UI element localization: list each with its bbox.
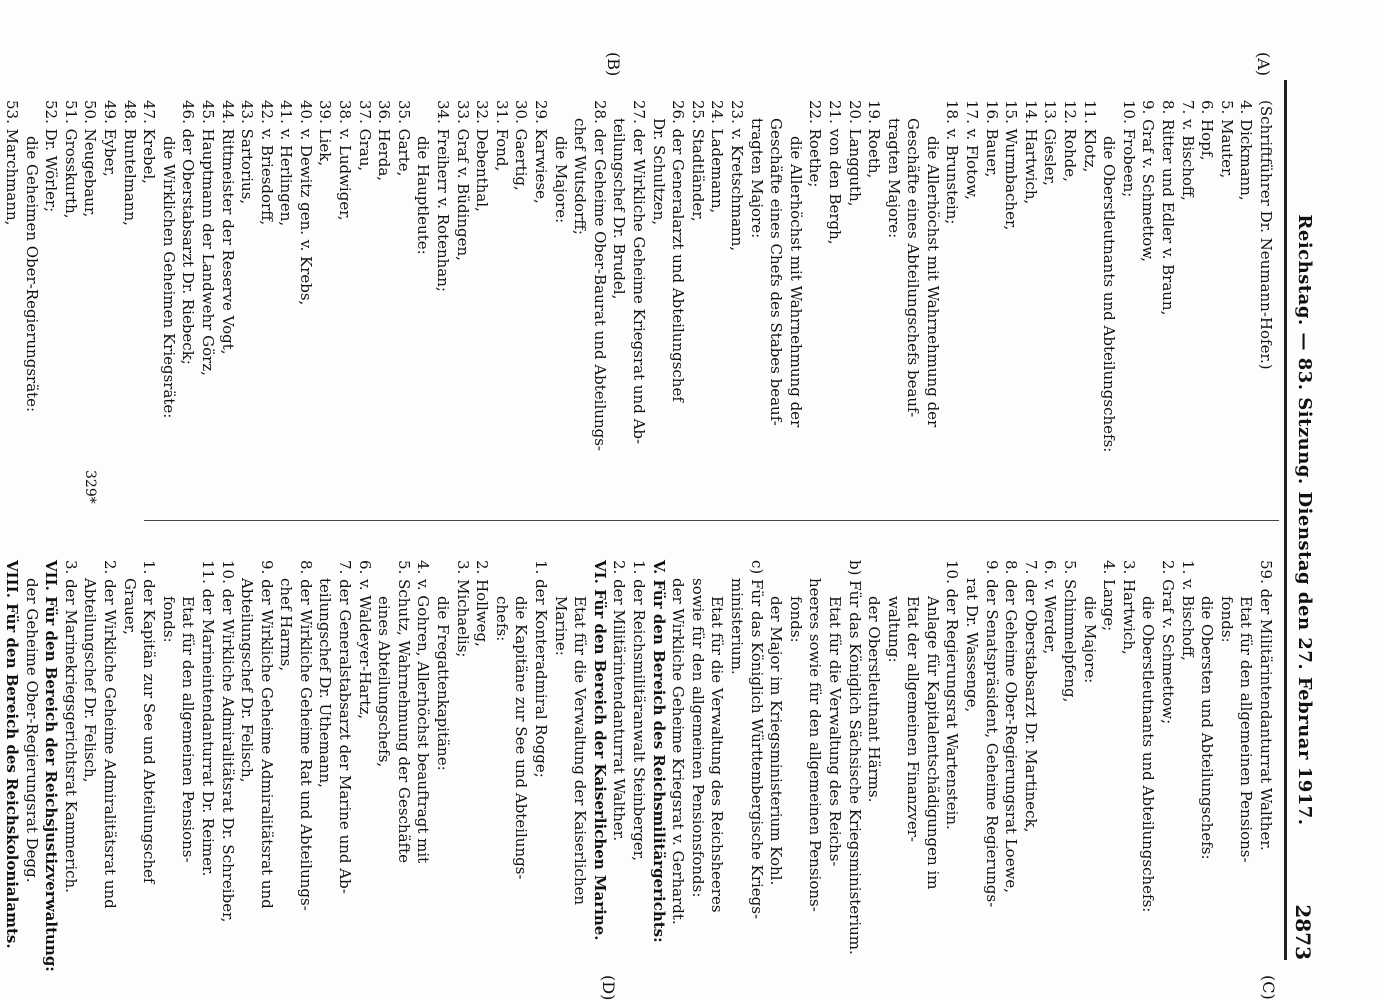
text-line: 39. Liek, — [316, 100, 335, 167]
text-line: 30. Gaertig, — [512, 100, 531, 191]
text-line: 9. der Senatspräsident, Geheime Regierungs- — [982, 560, 1001, 908]
text-line: Etat für den allgemeinen Pensions- — [1237, 596, 1256, 863]
text-line: 7. der Oberstabsarzt Dr. Martineck, — [1021, 560, 1040, 833]
text-line: 11. Klotz, — [1080, 100, 1099, 173]
text-line: teilungschef Dr. Brudel, — [610, 118, 629, 300]
text-line: 49. Eyber, — [100, 100, 119, 177]
text-line: eines Abteilungschefs, — [375, 596, 394, 768]
text-line: die Geheimen Ober-Regierungsräte: — [22, 136, 41, 413]
text-line: der Major im Kriegsministerium Kohl. — [767, 596, 786, 886]
text-line: 3. der Marinekriegsgerichtsrat Kammerich. — [61, 560, 80, 893]
text-line: die Allerhöchst mit Wahrnehmung der — [786, 136, 805, 428]
text-line: 46. der Oberstabsarzt Dr. Riebeck; — [179, 100, 198, 365]
column-divider — [144, 520, 1279, 521]
text-line: waltung: — [884, 596, 903, 663]
text-line: 34. Freiherr v. Rotenhan; — [434, 100, 453, 292]
text-line: fonds: — [786, 596, 805, 643]
text-line: der Oberstleutnant Härms. — [865, 596, 884, 803]
text-line: 29. Karwiese, — [532, 100, 551, 204]
text-line: 44. Rittmeister der Reserve Vogt, — [218, 100, 237, 355]
text-line: 10. der Regierungsrat Wartenstein. — [943, 560, 962, 830]
text-line: 21. von den Bergh, — [825, 100, 844, 245]
text-line: 8. Ritter und Edler v. Braun, — [1159, 100, 1178, 316]
margin-marker-b: (B) — [604, 52, 623, 77]
left-column — [0, 100, 1275, 520]
text-line: 37. Grau, — [355, 100, 374, 172]
text-line: teilungschef Dr. Uthemann, — [316, 578, 335, 788]
text-line: 10. Frobeen; — [1119, 100, 1138, 198]
text-line: sowie für den allgemeinen Pensionsfonds: — [688, 578, 707, 898]
text-line: 6. Hopf, — [1198, 100, 1217, 161]
text-line: 6. v. Werder, — [1041, 560, 1060, 655]
text-line: die Majore: — [1080, 596, 1099, 684]
text-line: 2. Graf v. Schmettow; — [1159, 560, 1178, 725]
text-line: 5. Mauter, — [1217, 100, 1236, 179]
text-line: 59. der Militärintendanturrat Walther. — [1257, 560, 1275, 851]
text-line: 17. v. Flotow, — [963, 100, 982, 200]
text-line: die Kapitäne zur See und Abteilungs- — [512, 596, 531, 880]
text-line: 33. Graf v. Büdingen, — [453, 100, 472, 261]
text-line: 12. Rohde, — [1061, 100, 1080, 182]
text-line: 45. Hauptmann der Landwehr Görz, — [198, 100, 217, 376]
text-line: 1. der Konteradmiral Rogge; — [532, 560, 551, 778]
margin-marker-c: (C) — [1259, 975, 1278, 1000]
text-line: Etat für den allgemeinen Pensions- — [179, 596, 198, 863]
text-line: Etat für die Verwaltung des Reichsheeres — [708, 596, 727, 913]
text-line: 2. der Wirkliche Geheime Admiralitätsrat und — [100, 560, 119, 909]
text-line: 31. Fond, — [492, 100, 511, 172]
text-line: 3. Michaelis; — [453, 560, 472, 658]
text-line: VII. Für den Bereich der Reichsjustizverwaltung: — [42, 560, 61, 972]
text-line: fonds: — [159, 596, 178, 643]
text-line: 7. der Generalstabsarzt der Marine und Ab- — [336, 560, 355, 894]
text-line: VIII. Für den Bereich des Reichskolonialamts. — [3, 560, 21, 949]
text-line: 14. Hartwich, — [1021, 100, 1040, 205]
text-line: 6. v. Waldeyer-Hartz, — [355, 560, 374, 720]
text-line: 23. v. Kretschmann, — [727, 100, 746, 252]
text-line: tragten Majore: — [747, 118, 766, 239]
text-line: Anlage für Kapitalentschädigungen im — [923, 596, 942, 890]
text-line: die Majore: — [551, 136, 570, 224]
text-line: rat Dr. Wassenge, — [963, 578, 982, 713]
text-line: die Allerhöchst mit Wahrnehmung der — [923, 136, 942, 428]
text-line: b) Für das Königlich Sächsische Kriegsministerium. — [845, 560, 864, 955]
text-line: 16. Bauer, — [982, 100, 1001, 178]
text-line: 38. v. Ludwiger, — [336, 100, 355, 221]
text-line: 8. der Wirkliche Geheime Rat und Abteilungs- — [296, 560, 315, 911]
text-line: die Hauptleute: — [414, 136, 433, 255]
text-line: 35. Garte, — [394, 100, 413, 177]
text-line: Marine: — [551, 596, 570, 656]
text-line: 5. Schimmelpfeng, — [1061, 560, 1080, 703]
text-line: 25. Stadtländer, — [688, 100, 707, 222]
text-line: 18. v. Brunstein; — [943, 100, 962, 225]
text-line: 43. Sartorius, — [238, 100, 257, 205]
text-line: 13. Giesler, — [1041, 100, 1060, 186]
text-line: die Wirklichen Geheimen Kriegsräte: — [159, 136, 178, 419]
page-title: Reichstag. — 83. Sitzung. Dienstag den 27. Februar 1917. — [1294, 214, 1315, 826]
text-line: 24. Lademann, — [708, 100, 727, 214]
text-line: 3. Hartwich, — [1119, 560, 1138, 655]
text-line: der Geheime Ober-Regierungsrat Degg. — [22, 578, 41, 883]
text-line: 41. v. Herlingen, — [277, 100, 296, 227]
text-line: chefs: — [492, 596, 511, 642]
text-line: 2. Hollweg, — [473, 560, 492, 647]
text-line: V. Für den Bereich des Reichsmilitärgerichts: — [649, 560, 668, 943]
text-line: 40. v. Dewitz gen. v. Krebs, — [296, 100, 315, 306]
text-line: 20. Langguth, — [845, 100, 864, 207]
text-line: 51. Grosskurth, — [61, 100, 80, 219]
text-line: 9. der Wirkliche Geheime Admiralitätsrat und — [257, 560, 276, 909]
text-line: 11. der Marineintendanturrat Dr. Reimer. — [198, 560, 217, 877]
text-line: die Oberstleutnants und Abteilungschefs: — [1100, 136, 1119, 453]
text-line: VI. Für den Bereich der Kaiserlichen Marine. — [590, 560, 609, 941]
text-line: die Obersten und Abteilungschefs: — [1198, 596, 1217, 860]
footer-page-mark: 329* — [82, 470, 98, 504]
header-rule — [1284, 80, 1287, 960]
text-line: (Schriftführer Dr. Neumann-Hofer.) — [1257, 100, 1275, 370]
text-line: die Oberstleutnants und Abteilungschefs: — [1139, 596, 1158, 913]
text-line: 1. der Kapitän zur See und Abteilungschef — [140, 560, 159, 884]
text-line: 1. der Reichsmilitäranwalt Steinberger, — [630, 560, 648, 862]
text-line: 4. Lange; — [1100, 560, 1119, 632]
text-line: 15. Wurmbacher, — [1002, 100, 1021, 231]
text-line: 7. v. Bischoff, — [1178, 100, 1197, 201]
margin-marker-a: (A) — [1254, 52, 1273, 77]
text-line: 4. v. Gohren, Allerhöchst beauftragt mit — [414, 560, 433, 864]
text-line: 32. Debenthal, — [473, 100, 492, 212]
text-line: 50. Neugebaur, — [81, 100, 100, 218]
text-line: der Wirkliche Geheime Kriegsrat v. Gerhardt. — [669, 578, 688, 925]
text-line: c) Für das Königlich Württembergische Kriegs- — [747, 560, 766, 920]
text-line: 26. der Generalarzt und Abteilungschef — [669, 100, 688, 402]
text-line: Abteilungschef Dr. Felisch, — [81, 578, 100, 783]
text-line: 8. der Geheime Ober-Regierungsrat Loewe, — [1002, 560, 1021, 894]
text-line: 47. Krebel, — [140, 100, 159, 184]
text-line: fonds: — [1217, 596, 1236, 643]
text-line: Geschäfte eines Abteilungschefs beauf- — [904, 118, 923, 418]
text-line: 27. der Wirkliche Geheime Kriegsrat und Ab- — [630, 100, 648, 445]
margin-marker-d: (D) — [599, 975, 618, 1000]
text-line: ministerium. — [727, 578, 746, 675]
text-line: Etat für die Verwaltung des Reichs- — [825, 596, 844, 867]
text-line: Etat der allgemeinen Finanzver- — [904, 596, 923, 842]
text-line: Dr. Schultzen, — [649, 118, 668, 226]
right-column — [0, 560, 1275, 970]
text-line: 10. der Wirkliche Admiralitätsrat Dr. Schreiber, — [218, 560, 237, 923]
text-line: chef Wutsdorff; — [571, 118, 590, 235]
page-header — [1283, 80, 1323, 960]
text-line: 52. Dr. Wörler; — [42, 100, 61, 213]
text-line: Abteilungschef Dr. Felisch, — [238, 578, 257, 783]
text-line: chef Harms, — [277, 578, 296, 672]
text-line: 1. v. Bischoff, — [1178, 560, 1197, 661]
text-line: 28. der Geheime Ober-Baurat und Abteilungs- — [590, 100, 609, 451]
text-line: 53. Marchmann, — [3, 100, 21, 226]
text-line: 42. v. Briesdorff, — [257, 100, 276, 226]
text-line: 22. Roethe; — [806, 100, 825, 188]
text-line: 36. Herda, — [375, 100, 394, 182]
page-number: 2873 — [1291, 904, 1315, 960]
text-line: 48. Buntelmann, — [120, 100, 139, 226]
text-line: 5. Schutz, Wahrnehmung der Geschäfte — [394, 560, 413, 863]
text-line: 19. Roeth, — [865, 100, 884, 179]
text-line: heeres sowie für den allgemeinen Pensions- — [806, 578, 825, 912]
text-line: Geschäfte eines Chefs des Stabes beauf- — [767, 118, 786, 426]
text-line: 2. der Militärintendanturrat Walther. — [610, 560, 629, 842]
text-line: 9. Graf v. Schmettow, — [1139, 100, 1158, 263]
text-line: tragten Majore: — [884, 118, 903, 239]
text-line: Etat für die Verwaltung der Kaiserlichen — [571, 596, 590, 906]
text-line: Grauer, — [120, 578, 139, 635]
text-line: die Fregattenkapitäne: — [434, 596, 453, 771]
text-line: 4. Dickmann, — [1237, 100, 1256, 201]
